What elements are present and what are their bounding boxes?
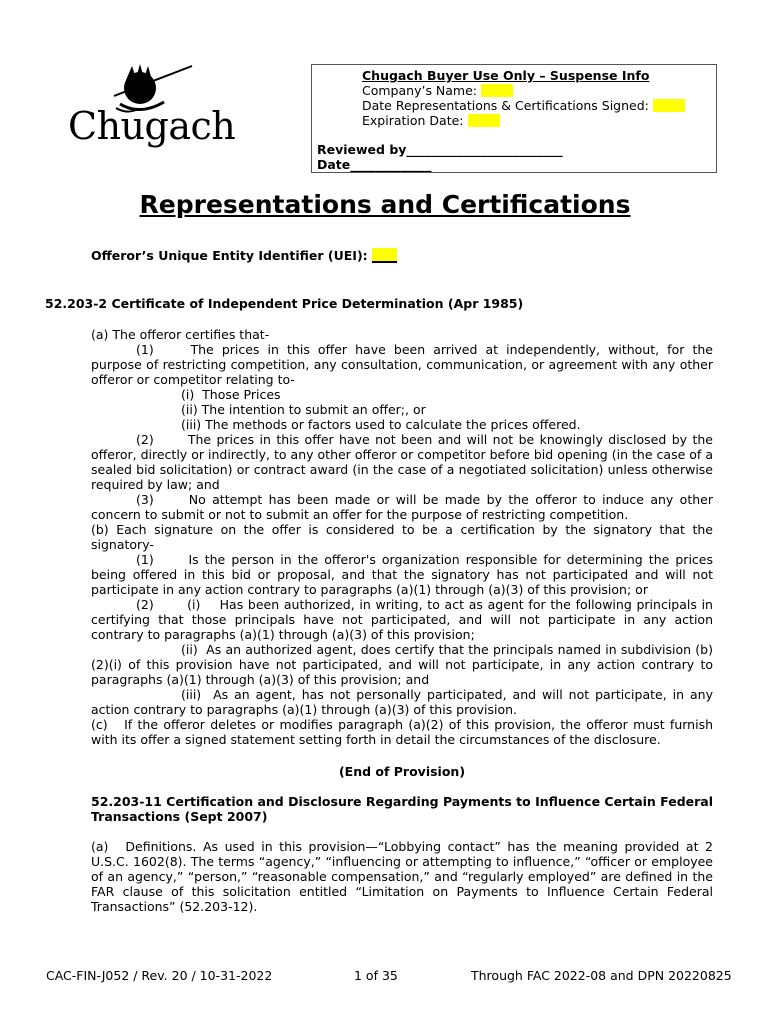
para-b2-ii: (ii) As an authorized agent, does certify that the principals named in subdivision (b)(2)(i) of this provision have not participated, and will not participate, in any action contrary to paragraphs (a)(1) through (a)(3) of this provision; and bbox=[91, 642, 717, 687]
expiration-date-row bbox=[362, 113, 685, 128]
para-b2-i: (2) (i) Has been authorized, in writing, to act as agent for the following principals in certifying that those principals have not participated, and will not participate in any action contrary to paragraphs (a)(1) through (a)(3) of this provision; bbox=[91, 597, 717, 642]
footer-doc-id: CAC-FIN-J052 / Rev. 20 / 10-31-2022 bbox=[46, 968, 273, 983]
expiration-date-field[interactable] bbox=[468, 114, 500, 127]
para-b: (b) Each signature on the offer is considered to be a certification by the signatory that the signatory- bbox=[91, 522, 717, 552]
reviewed-block bbox=[317, 142, 563, 172]
para-a: (a) The offeror certifies that- bbox=[91, 327, 270, 342]
para-a2: (2) The prices in this offer have not been and will not be knowingly disclosed by the offeror, directly or indirectly, to any other offeror or competitor before bid opening (in the case of a sealed bid solicitation) or contract award (in the case of a negotiated solicitation) unless otherwise required by law; and bbox=[91, 432, 717, 492]
footer-page-number: 1 of 35 bbox=[354, 968, 398, 983]
company-name-label: Company’s Name: bbox=[362, 83, 478, 98]
para-a1: (1) The prices in this offer have been arrived at independently, without, for the purpose of restricting competition, any consultation, communication, or agreement with any other offeror or competitor relating to- bbox=[91, 342, 717, 387]
reviewed-by-line: Reviewed by_________________________ bbox=[317, 142, 563, 157]
company-name-row bbox=[362, 83, 685, 98]
section-52-203-2-heading: 52.203-2 Certificate of Independent Price Determination (Apr 1985) bbox=[45, 296, 524, 311]
section-52-203-11-heading: 52.203-11 Certification and Disclosure Regarding Payments to Influence Certain Federal Transactions (Sept 2007) bbox=[91, 794, 713, 824]
para-a1-iii: (iii) The methods or factors used to calculate the prices offered. bbox=[181, 417, 581, 432]
suspense-heading: Chugach Buyer Use Only – Suspense Info bbox=[362, 68, 650, 83]
page-title: Representations and Certifications bbox=[139, 190, 631, 219]
company-name-field[interactable] bbox=[481, 84, 513, 97]
date-line: Date_____________ bbox=[317, 157, 432, 172]
buyer-suspense-box bbox=[311, 64, 717, 173]
para-a3: (3) No attempt has been made or will be made by the offeror to induce any other concern to submit or not to submit an offer for the purpose of restricting competition. bbox=[91, 492, 717, 522]
section-52-203-11-para-a: (a) Definitions. As used in this provision—“Lobbying contact” has the meaning provided at 2 U.S.C. 1602(8). The terms “agency,” “influencing or attempting to influence,” “officer or employee of an agency,” “person,” “reasonable compensation,” and “regularly employed” are defined in the FAR clause of this solicitation entitled “Limitation on Payments to Influence Certain Federal Transactions” (52.203-12). bbox=[91, 839, 717, 914]
para-b2-iii: (iii) As an agent, has not personally participated, and will not participate, in any action contrary to paragraphs (a)(1) through (a)(3) of this provision. bbox=[91, 687, 717, 717]
signed-date-label: Date Representations & Certifications Signed: bbox=[362, 98, 649, 113]
uei-row bbox=[91, 248, 397, 263]
logo-text: Chugach bbox=[68, 104, 236, 148]
para-a1-i: (i) Those Prices bbox=[181, 387, 281, 402]
para-a1-ii: (ii) The intention to submit an offer;, or bbox=[181, 402, 426, 417]
uei-label: Offeror’s Unique Entity Identifier (UEI): bbox=[91, 248, 368, 263]
signed-date-field[interactable] bbox=[653, 99, 685, 112]
expiration-date-label: Expiration Date: bbox=[362, 113, 464, 128]
uei-field[interactable]: ____ bbox=[372, 248, 398, 263]
footer-fac-note: Through FAC 2022-08 and DPN 20220825 bbox=[471, 968, 732, 983]
signed-date-row bbox=[362, 98, 685, 113]
section-52-203-2-body bbox=[91, 327, 717, 747]
chugach-logo bbox=[68, 58, 236, 158]
para-c: (c) If the offeror deletes or modifies paragraph (a)(2) of this provision, the offeror must furnish with its offer a signed statement setting forth in detail the circumstances of the disclosure. bbox=[91, 717, 717, 747]
para-b1: (1) Is the person in the offeror's organization responsible for determining the prices being offered in this bid or proposal, and that the signatory has not participated and will not participate in any action contrary to paragraphs (a)(1) through (a)(3) of this provision; or bbox=[91, 552, 717, 597]
end-of-provision: (End of Provision) bbox=[338, 764, 466, 779]
